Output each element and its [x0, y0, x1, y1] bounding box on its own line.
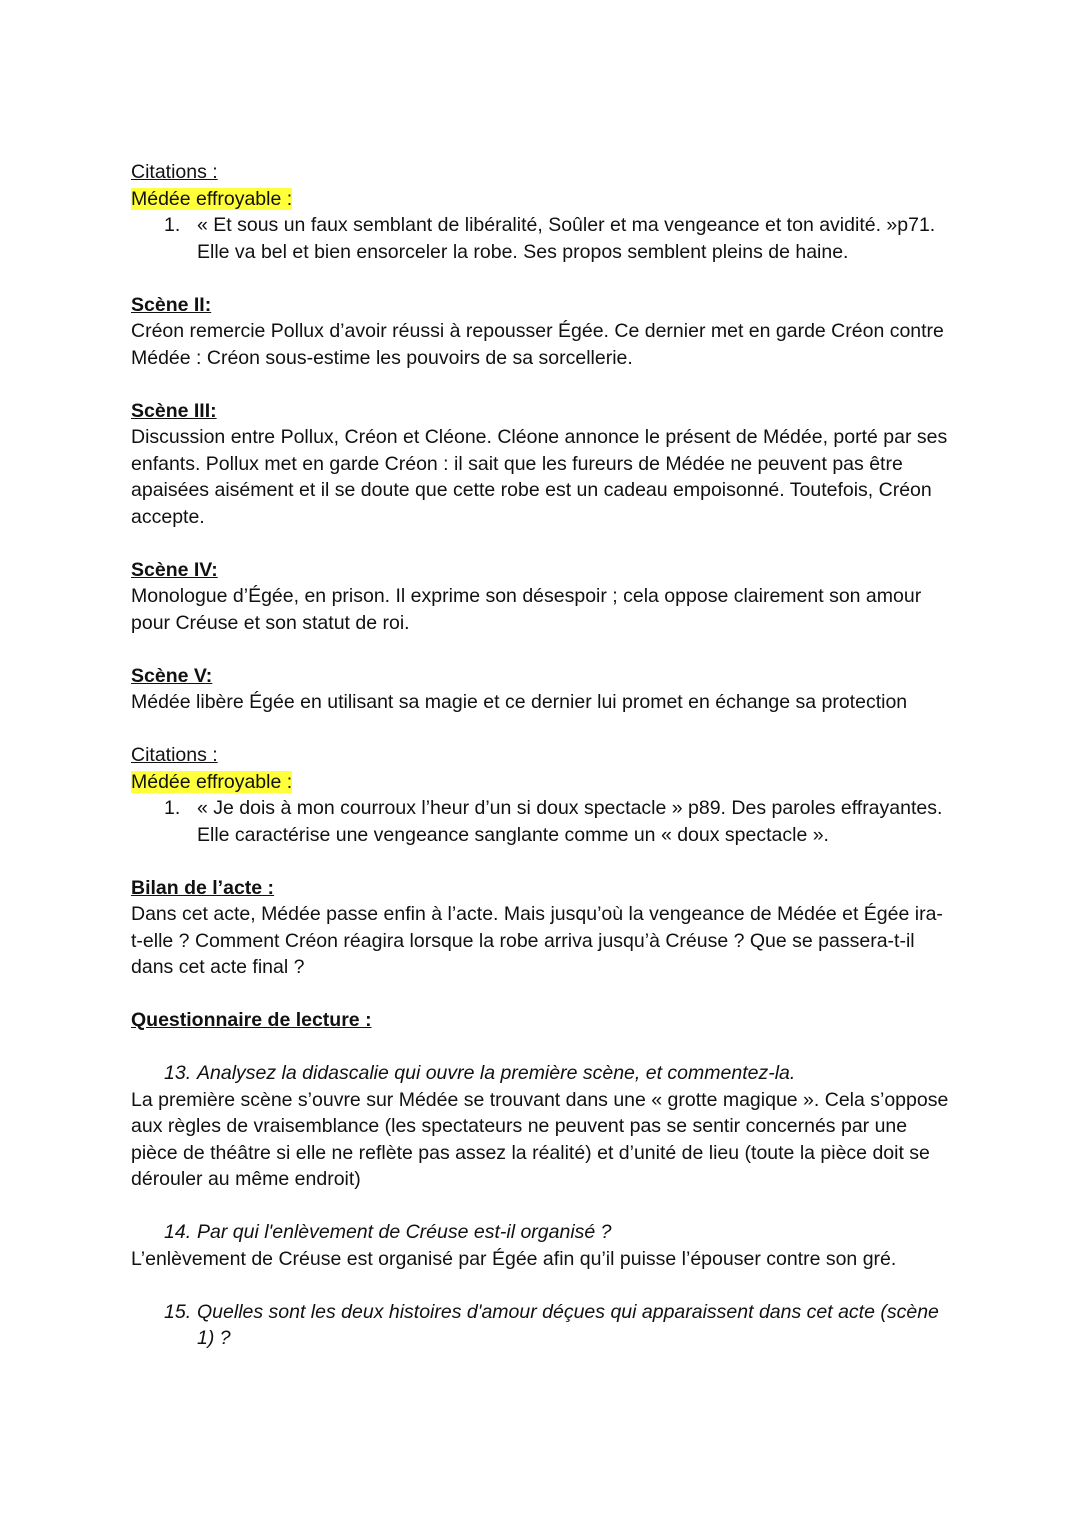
answer-13: La première scène s’ouvre sur Médée se trouvant dans une « grotte magique ». Cela s’oppose aux règles de vraisemblance (les spectateurs ne peuvent pas se sentir concernés par une pièce de théâtre si elle ne reflète pas assez la réalité) et d’unité de lieu (toute la pièce doit se dérouler au même endroit): [131, 1088, 954, 1190]
highlight-medee-effroyable-2: Médée effroyable :: [131, 770, 293, 793]
question-number: 13.: [164, 1062, 192, 1084]
list-item: [131, 212, 951, 265]
scene-4-text: Monologue d’Égée, en prison. Il exprime son désespoir ; cela oppose clairement son amour pour Créuse et son statut de roi.: [131, 585, 927, 634]
citations-label: Citations :: [131, 161, 218, 183]
question-number: 15.: [164, 1300, 192, 1323]
quote-text: « Et sous un faux semblant de libéralité, Soûler et ma vengeance et ton avidité. »p71. Elle va bel et bien ensorceler la robe. Ses propos semblent pleins de haine.: [197, 214, 936, 263]
scene-5-heading: Scène V:: [131, 664, 213, 687]
scene-4-heading: Scène IV:: [131, 558, 218, 581]
question-number: 14.: [164, 1221, 192, 1243]
scene-5-text: Médée libère Égée en utilisant sa magie et ce dernier lui promet en échange sa protection: [131, 691, 908, 713]
question-15: [131, 1299, 951, 1352]
list-item: [131, 795, 951, 848]
bilan-text: Dans cet acte, Médée passe enfin à l’acte. Mais jusqu’où la vengeance de Médée et Égée ira-t-elle ? Comment Créon réagira lorsque la robe arriva jusqu’à Créuse ? Que se passera-t-il dans cet acte final ?: [131, 903, 943, 978]
question-text: Quelles sont les deux histoires d'amour déçues qui apparaissent dans cet acte (scène 1) ?: [197, 1300, 939, 1349]
document-page: [131, 159, 954, 1352]
scene-2-text: Créon remercie Pollux d’avoir réussi à repousser Égée. Ce dernier met en garde Créon contre Médée : Créon sous-estime les pouvoirs de sa sorcellerie.: [131, 320, 950, 369]
list-number: 1.: [164, 797, 181, 819]
list-number: 1.: [164, 214, 181, 236]
question-text: Analysez la didascalie qui ouvre la première scène, et commentez-la.: [197, 1062, 796, 1084]
citations-label-2: Citations :: [131, 744, 218, 766]
bilan-heading: Bilan de l’acte :: [131, 876, 275, 899]
question-13: [131, 1060, 951, 1087]
answer-14: L’enlèvement de Créuse est organisé par Égée afin qu’il puisse l’épouser contre son gré.: [131, 1247, 897, 1270]
question-14: [131, 1219, 951, 1246]
highlight-medee-effroyable: Médée effroyable :: [131, 187, 293, 210]
questionnaire-heading: Questionnaire de lecture :: [131, 1009, 372, 1031]
question-text: Par qui l'enlèvement de Créuse est-il organisé ?: [197, 1221, 612, 1243]
quote-text: « Je dois à mon courroux l’heur d’un si doux spectacle » p89. Des paroles effrayantes. Elle caractérise une vengeance sanglante comme un « doux spectacle ».: [197, 797, 943, 846]
scene-3-heading: Scène III:: [131, 399, 217, 422]
scene-2-heading: Scène II:: [131, 293, 212, 316]
scene-3-text: Discussion entre Pollux, Créon et Cléone. Cléone annonce le présent de Médée, porté par ses enfants. Pollux met en garde Créon : il sait que les fureurs de Médée ne peuvent pas être apaisées aisément et il se doute que cette robe est un cadeau empoisonné. Toutefois, Créon accepte.: [131, 426, 953, 528]
